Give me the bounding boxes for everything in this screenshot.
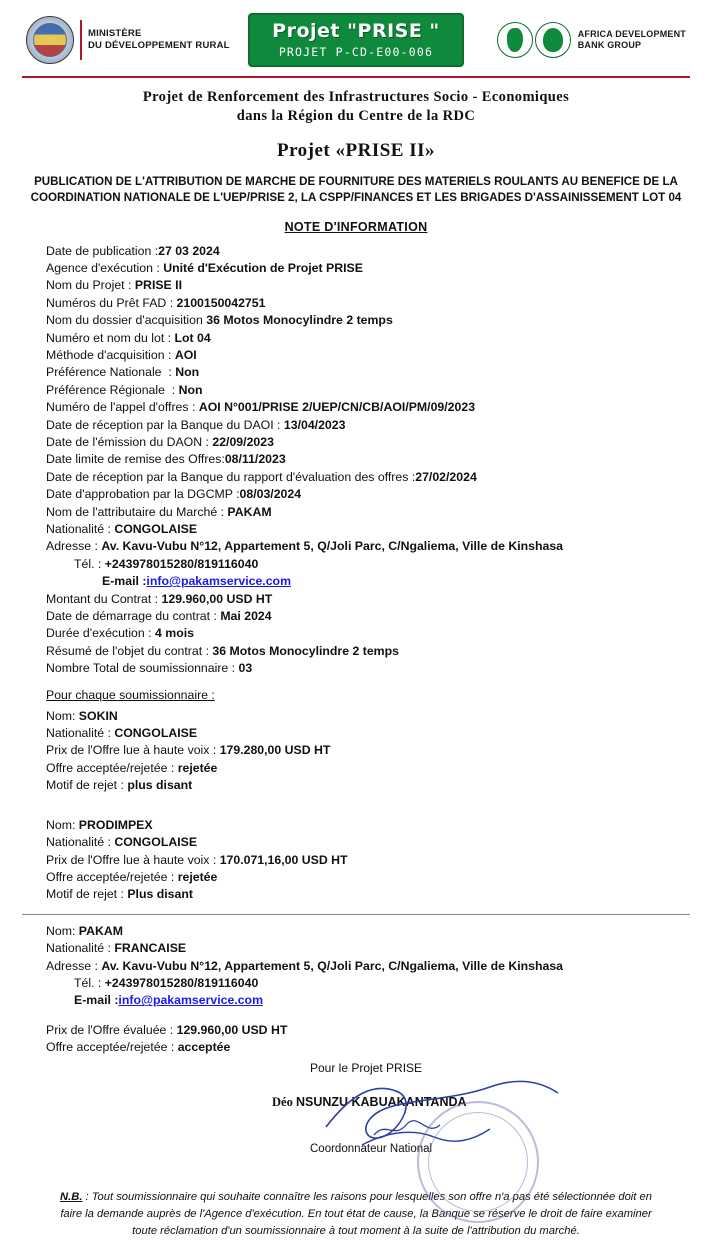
- field-value: 08/11/2023: [224, 452, 286, 467]
- winner-price-row: [46, 1022, 678, 1039]
- ministry-block: [26, 16, 246, 64]
- bidder-reject-row: [46, 886, 678, 903]
- bidder-price-label: Prix de l'Offre lue à haute voix :: [46, 743, 220, 758]
- bidder-price-row: [46, 742, 678, 759]
- note-information-heading: NOTE D'INFORMATION: [284, 219, 428, 234]
- field-label: Date de l'émission du DAON :: [46, 434, 213, 449]
- afdb-line-1: AFRICA DEVELOPMENT: [577, 29, 686, 39]
- signatory-role: Coordonnateur National: [310, 1142, 433, 1155]
- contract-row: [46, 591, 678, 608]
- contract-row: [46, 625, 678, 642]
- field-label: Méthode d'acquisition :: [46, 347, 175, 362]
- field-row: [46, 382, 678, 399]
- field-value: PAKAM: [227, 504, 272, 519]
- bidder-reject: Plus disant: [127, 887, 193, 902]
- field-label: Date de réception par la Banque du rapport d'évaluation des offres :: [46, 469, 416, 484]
- field-label: Nationalité :: [46, 522, 115, 536]
- field-value: Non: [175, 365, 200, 380]
- bidder-reject-label: Motif de rejet :: [46, 778, 128, 793]
- winner-address: Av. Kavu-Vubu N°12, Appartement 5, Q/Joli Parc, C/Ngaliema, Ville de Kinshasa: [101, 958, 564, 973]
- bidder-reject: plus disant: [127, 778, 193, 793]
- section-separator: [22, 914, 690, 915]
- bidder-nationality-row: [46, 725, 678, 742]
- field-row: [46, 469, 678, 486]
- winner-tel-row: [46, 975, 678, 992]
- signature-area: [22, 1061, 690, 1179]
- field-label: Nom du dossier d'acquisition: [46, 313, 207, 328]
- afdb-text: [578, 29, 686, 51]
- field-row: [46, 277, 678, 294]
- header-divider: [80, 20, 82, 60]
- email-link[interactable]: info@pakamservice.com: [146, 574, 292, 589]
- bidder-status-label: Offre acceptée/rejetée :: [46, 869, 178, 884]
- field-value: 13/04/2023: [283, 417, 346, 432]
- afdb-logo-icon: [497, 22, 571, 58]
- winner-status-row: [46, 1039, 678, 1056]
- ministry-line-2: DU DÉVELOPPEMENT RURAL: [88, 40, 230, 51]
- field-label: Date de réception par la Banque du DAOI :: [46, 417, 284, 432]
- ministry-line-1: MINISTÈRE: [88, 28, 142, 39]
- bidder-name: PRODIMPEX: [78, 817, 153, 832]
- contact-email-row: [46, 573, 678, 590]
- contract-value: Mai 2024: [220, 609, 272, 624]
- field-value: 27/02/2024: [415, 469, 477, 484]
- bidder-status: rejetée: [177, 869, 218, 884]
- field-label: Adresse :: [46, 539, 102, 554]
- winner-email-row: [46, 992, 678, 1009]
- field-row: [46, 347, 678, 364]
- page-title: Projet «PRISE II»: [276, 139, 436, 161]
- winner-nationality: FRANCAISE: [114, 941, 187, 956]
- afdb-globe-icon: [535, 22, 571, 58]
- field-row: [46, 243, 678, 260]
- winner-address-label: Adresse :: [46, 958, 102, 973]
- header-rule: [22, 76, 690, 78]
- winner-status: acceptée: [177, 1040, 231, 1055]
- field-value: PRISE II: [134, 278, 183, 293]
- email-label: E-mail :: [102, 574, 147, 589]
- field-row: [46, 260, 678, 277]
- field-label: Nom du Projet :: [46, 278, 135, 293]
- bidder-price: 179.280,00 USD HT: [219, 743, 331, 758]
- field-row: [46, 538, 678, 555]
- field-row: [46, 486, 678, 503]
- bidder-price: 170.071,16,00 USD HT: [219, 852, 348, 867]
- winner-name: PAKAM: [78, 923, 123, 938]
- field-row: [46, 399, 678, 416]
- winner-nationality-label: Nationalité :: [46, 941, 115, 956]
- bidders-heading: Pour chaque soumissionnaire :: [46, 687, 215, 702]
- bidder-block: [46, 817, 678, 904]
- field-label: Date d'approbation par la DGCMP :: [46, 487, 240, 502]
- signatory-fullname: NSUNZU KABUAKANTANDA: [295, 1094, 467, 1109]
- fields-block: [22, 243, 690, 904]
- winner-nationality-row: [46, 940, 678, 957]
- bidder-nationality-label: Nationalité :: [46, 726, 115, 741]
- field-label: Date limite de remise des Offres:: [46, 452, 225, 467]
- field-row: [46, 330, 678, 347]
- bidder-status: rejetée: [177, 760, 218, 775]
- bidder-status-row: [46, 760, 678, 777]
- document-subtitle-1: Projet de Renforcement des Infrastructures Socio - Economiques: [142, 88, 570, 105]
- publication-title: PUBLICATION DE L'ATTRIBUTION DE MARCHE DE FOURNITURE DES MATERIELS ROULANTS AU BENEFICE DE LA COORDINATION NATIONALE DE L'UEP/PRISE 2, LA CSPP/FINANCES ET LES BRIGADES D'ASSAINISSEMENT LOT 04: [30, 174, 682, 204]
- field-label: Nom de l'attributaire du Marché :: [46, 504, 228, 519]
- field-value: AOI: [174, 347, 197, 362]
- signatory-name: [272, 1095, 467, 1110]
- winner-tel-label: Tél. :: [74, 975, 105, 990]
- bidder-reject-label: Motif de rejet :: [46, 887, 128, 902]
- field-label: Préférence Régionale :: [46, 382, 179, 397]
- field-label: Agence d'exécution :: [46, 260, 164, 275]
- afdb-block: [466, 22, 686, 58]
- winner-email-link[interactable]: info@pakamservice.com: [118, 993, 264, 1008]
- field-value: AOI N°001/PRISE 2/UEP/CN/CB/AOI/PM/09/2023: [198, 400, 476, 415]
- bidder-block: [46, 708, 678, 795]
- afdb-line-2: BANK GROUP: [577, 40, 642, 50]
- document-subtitle-2: dans la Région du Centre de la RDC: [236, 107, 476, 124]
- contract-row: [46, 660, 678, 677]
- bidder-price-row: [46, 852, 678, 869]
- spacer: [46, 1010, 678, 1022]
- field-value: 2100150042751: [176, 295, 266, 310]
- field-value: Lot 04: [174, 330, 211, 345]
- contract-label: Résumé de l'objet du contrat :: [46, 643, 213, 658]
- spacer: [46, 799, 678, 817]
- field-label: Date de publication :: [46, 243, 159, 258]
- bidder-nationality: CONGOLAISE: [114, 726, 198, 741]
- field-label: Numéros du Prêt FAD :: [46, 295, 177, 310]
- field-row: [46, 521, 678, 538]
- field-row: [46, 364, 678, 381]
- prise-badge-block: [248, 13, 464, 67]
- afdb-africa-icon: [497, 22, 533, 58]
- signature-for-line: Pour le Projet PRISE: [310, 1060, 423, 1075]
- tel-label: Tél. :: [74, 556, 105, 571]
- contact-tel-row: [46, 556, 678, 573]
- field-row: [46, 417, 678, 434]
- bidder-name-row: [46, 817, 678, 834]
- bidder-price-label: Prix de l'Offre lue à haute voix :: [46, 852, 220, 867]
- field-value: Unité d'Exécution de Projet PRISE: [163, 260, 363, 275]
- bidder-name: SOKIN: [78, 708, 118, 723]
- contract-label: Nombre Total de soumissionnaire :: [46, 661, 239, 676]
- field-value: Av. Kavu-Vubu N°12, Appartement 5, Q/Joli Parc, C/Ngaliema, Ville de Kinshasa: [101, 539, 564, 554]
- bidder-status-label: Offre acceptée/rejetée :: [46, 760, 178, 775]
- bidder-nationality-row: [46, 834, 678, 851]
- winner-price: 129.960,00 USD HT: [176, 1022, 288, 1037]
- field-row: [46, 295, 678, 312]
- footnote-nb-label: N.B.: [60, 1190, 83, 1203]
- ministry-text: [88, 28, 230, 52]
- winner-name-row: [46, 923, 678, 940]
- winner-email-label: E-mail :: [74, 993, 119, 1008]
- contract-label: Montant du Contrat :: [46, 591, 162, 606]
- bidder-name-label: Nom:: [46, 817, 79, 832]
- signatory-title: Déo: [272, 1094, 296, 1109]
- contract-value: 4 mois: [155, 626, 194, 641]
- tel-value: +243978015280/819116040: [104, 556, 259, 571]
- bidder-nationality-label: Nationalité :: [46, 835, 115, 850]
- field-value: 08/03/2024: [239, 487, 302, 502]
- field-value: 27 03 2024: [158, 243, 220, 258]
- field-value: Non: [178, 382, 203, 397]
- national-seal-icon: [26, 16, 74, 64]
- contract-value: 129.960,00 USD HT: [161, 591, 273, 606]
- field-label: Numéro de l'appel d'offres :: [46, 400, 199, 415]
- field-row: [46, 451, 678, 468]
- bidder-name-row: [46, 708, 678, 725]
- contract-label: Durée d'exécution :: [46, 626, 155, 641]
- document-header: [22, 0, 690, 74]
- contract-value: 36 Motos Monocylindre 2 temps: [212, 643, 399, 658]
- winner-price-label: Prix de l'Offre évaluée :: [46, 1022, 177, 1037]
- bidder-nationality: CONGOLAISE: [114, 835, 198, 850]
- winner-tel-value: +243978015280/819116040: [104, 975, 259, 990]
- footnote: [52, 1189, 660, 1240]
- field-value: 36 Motos Monocylindre 2 temps: [206, 313, 393, 328]
- prise-badge: [248, 13, 464, 67]
- field-row: [46, 504, 678, 521]
- prise-badge-title: Projet "PRISE ": [272, 20, 440, 42]
- field-value: CONGOLAISE: [114, 522, 198, 536]
- contract-value: 03: [238, 661, 253, 676]
- field-label: Préférence Nationale :: [46, 365, 176, 380]
- contract-row: [46, 643, 678, 660]
- bidder-name-label: Nom:: [46, 708, 79, 723]
- contract-label: Date de démarrage du contrat :: [46, 609, 221, 624]
- field-row: [46, 434, 678, 451]
- winner-address-row: [46, 958, 678, 975]
- prise-badge-subtitle: PROJET P-CD-E00-006: [278, 45, 434, 59]
- winner-status-label: Offre acceptée/rejetée :: [46, 1040, 178, 1055]
- footnote-text: : Tout soumissionnaire qui souhaite connaître les raisons pour lesquelles son offre n'a pas été sélectionnée doit en faire la demande auprès de l'Agence d'exécution. En tout état de cause, la Banque se réserve le droit de faire examiner toute réclamation d'un soumissionnaire à tout moment à la suite de l'attribution du marché.: [60, 1190, 652, 1237]
- winner-name-label: Nom:: [46, 923, 79, 938]
- bidder-status-row: [46, 869, 678, 886]
- field-row: [46, 312, 678, 329]
- official-stamp-icon: [417, 1101, 539, 1223]
- field-label: Numéro et nom du lot :: [46, 330, 175, 345]
- bidder-reject-row: [46, 777, 678, 794]
- contract-row: [46, 608, 678, 625]
- field-value: 22/09/2023: [212, 434, 274, 449]
- winner-block: [22, 923, 690, 1057]
